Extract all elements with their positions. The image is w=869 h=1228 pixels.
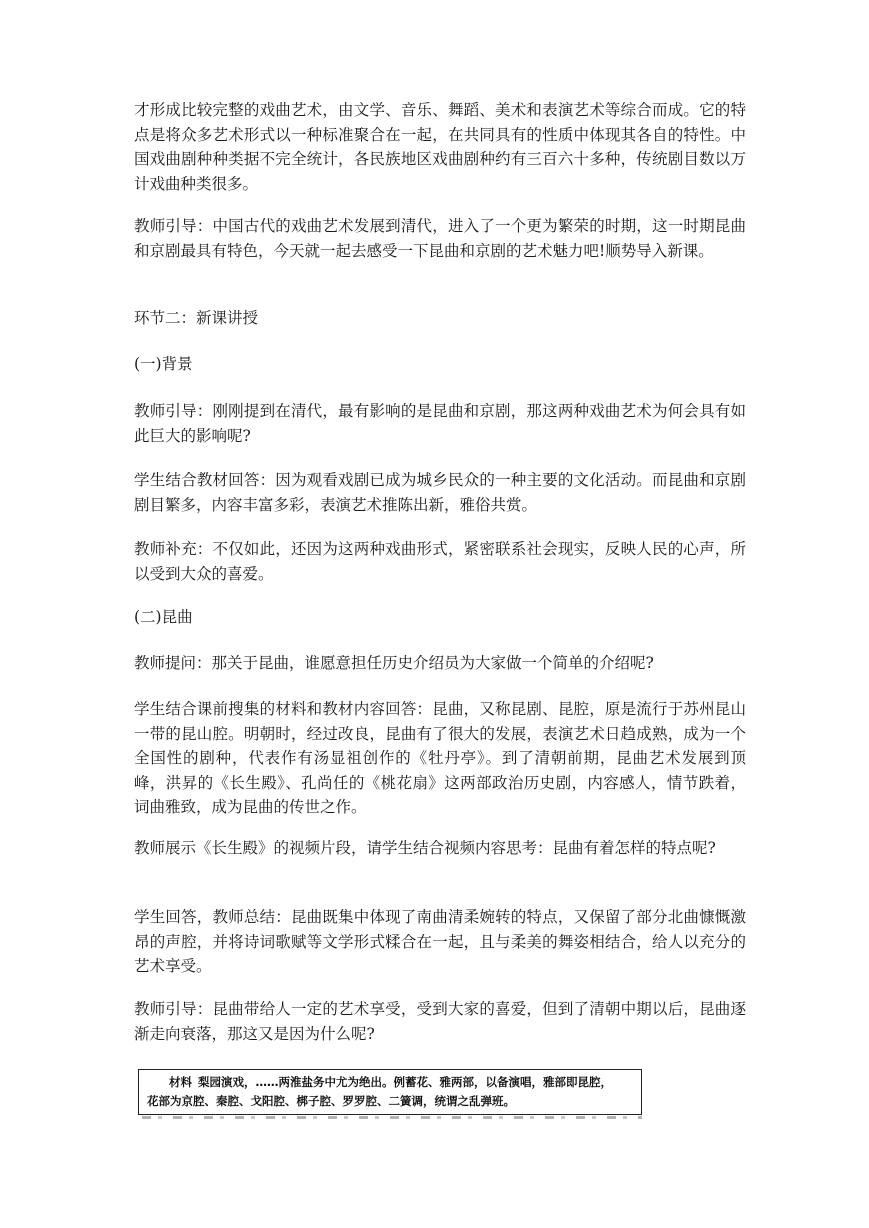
material-line-2: 花部为京腔、秦腔、戈阳腔、梆子腔、罗罗腔、二簧调，统谓之乱弹班。 — [147, 1094, 515, 1108]
material-label: 材料 — [169, 1075, 192, 1089]
paragraph-teacher-supplement: 教师补充：不仅如此，还因为这两种戏曲形式，紧密联系社会现实，反映人民的心声，所以受到大众的喜爱。 — [134, 540, 746, 583]
paragraph-video-prompt: 教师展示《长生殿》的视频片段，请学生结合视频内容思考：昆曲有着怎样的特点呢? — [134, 839, 716, 857]
paragraph-opera-intro: 才形成比较完整的戏曲艺术，由文学、音乐、舞蹈、美术和表演艺术等综合而成。它的特点是将众多艺术形式以一种标准聚合在一起，在共同具有的性质中体现其各自的特性。中国戏曲剧种种类据不完全统计，各民族地区戏曲剧种约有三百六十多种，传统剧目数以万计戏曲种类很多。 — [134, 101, 746, 193]
material-excerpt-box — [138, 1069, 642, 1115]
paragraph-teacher-guide-decline: 教师引导：昆曲带给人一定的艺术享受，受到大家的喜爱，但到了清朝中期以后，昆曲逐渐走向衰落，那这又是因为什么呢? — [134, 1000, 746, 1043]
paragraph-teacher-question: 教师提问：那关于昆曲，谁愿意担任历史介绍员为大家做一个简单的介绍呢? — [134, 654, 654, 672]
paragraph-teacher-guide-influence: 教师引导：刚刚提到在清代，最有影响的是昆曲和京剧，那这两种戏曲艺术为何会具有如此巨大的影响呢? — [134, 402, 746, 445]
scan-artifact-divider — [142, 1116, 642, 1119]
paragraph-teacher-guide-intro: 教师引导：中国古代的戏曲艺术发展到清代，进入了一个更为繁荣的时期，这一时期昆曲和京剧最具有特色，今天就一起去感受一下昆曲和京剧的艺术魅力吧!顺势导入新课。 — [134, 217, 746, 260]
paragraph-student-answer-textbook: 学生结合教材回答：因为观看戏剧已成为城乡民众的一种主要的文化活动。而昆曲和京剧剧目繁多，内容丰富多彩，表演艺术推陈出新，雅俗共赏。 — [134, 471, 746, 514]
paragraph-teacher-summary: 学生回答，教师总结：昆曲既集中体现了南曲清柔婉转的特点，又保留了部分北曲慷慨激昂的声腔，并将诗词歌赋等文学形式糅合在一起，且与柔美的舞姿相结合，给人以充分的艺术享受。 — [134, 908, 746, 975]
subheading-kunqu: (二)昆曲 — [134, 608, 193, 626]
section-heading-new-lesson: 环节二：新课讲授 — [134, 309, 259, 327]
material-line-1: 材料 梨园演戏，……两淮盐务中尤为绝出。例蓄花、雅两部，以备演唱，雅部即昆腔， — [169, 1075, 612, 1089]
paragraph-student-kunqu-answer: 学生结合课前搜集的材料和教材内容回答：昆曲，又称昆剧、昆腔，原是流行于苏州昆山一带的昆山腔。明朝时，经过改良，昆曲有了很大的发展，表演艺术日趋成熟，成为一个全国性的剧种，代表作有汤显祖创作的《牡丹亭》。到了清朝前期，昆曲艺术发展到顶峰，洪昇的《长生殿》、孔尚任的《桃花扇》这两部政治历史剧，内容感人，情节跌着，词曲雅致，成为昆曲的传世之作。 — [134, 700, 746, 816]
subheading-background: (一)背景 — [134, 355, 193, 373]
